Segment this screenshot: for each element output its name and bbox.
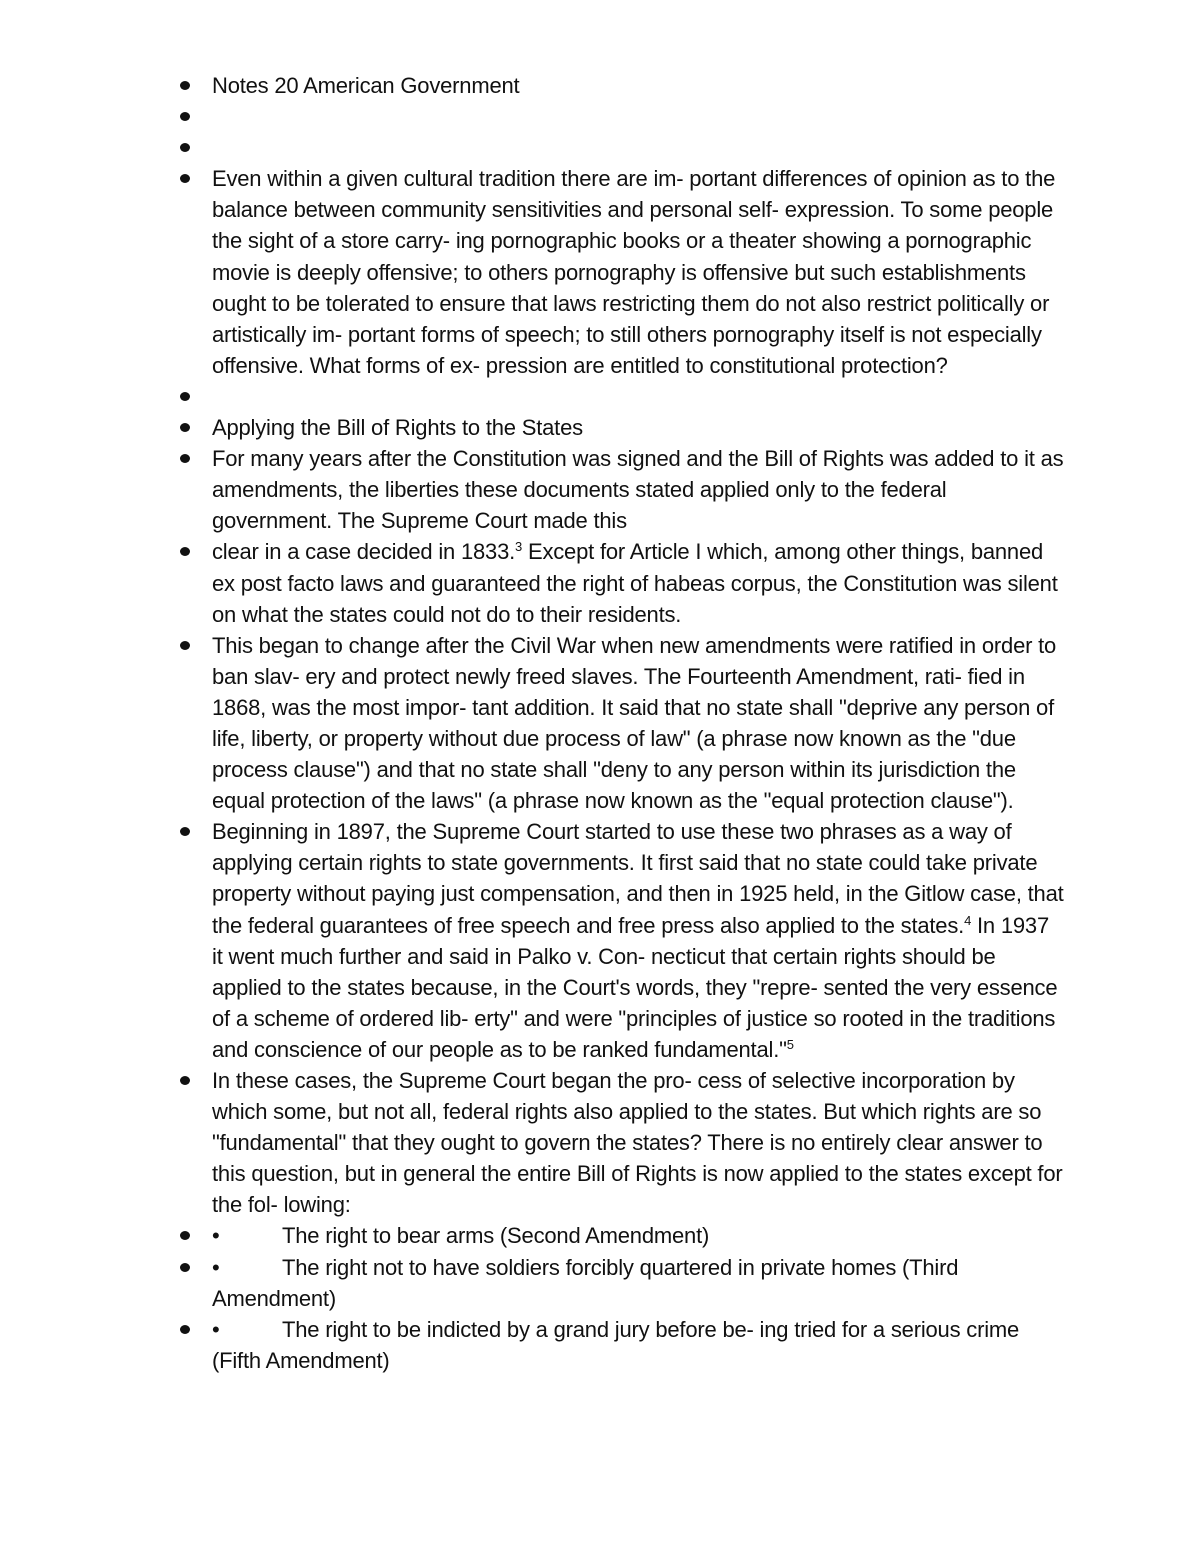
bullet-icon bbox=[180, 81, 190, 90]
bullet-icon bbox=[180, 641, 190, 650]
list-item-paragraph bbox=[175, 163, 1065, 381]
list-item-text: Beginning in 1897, the Supreme Court started to use these two phrases as a way of applying certain rights to state governments. It first said that no state could take private property without paying just compensation, and then in 1925 held, in the Gitlow case, that the federal guarantees of free speech and free press also applied to the states. bbox=[212, 819, 1064, 938]
bullet-icon bbox=[180, 174, 190, 183]
footnote-marker: 4 bbox=[964, 912, 972, 928]
list-item-text: In 1937 it went much further and said in Palko v. Con- necticut that certain rights should be applied to the states because, in the Court's words, they "repre- sented the very essence of a scheme of ordered lib- erty" and were "principles of justice so rooted in the traditions and conscience of our people as to be ranked fundamental." bbox=[212, 912, 1058, 1062]
bullet-icon bbox=[180, 392, 190, 401]
sub-bullet-marker: • bbox=[212, 1254, 220, 1280]
footnote-marker: 5 bbox=[786, 1036, 794, 1052]
list-item-text: The right to bear arms (Second Amendment) bbox=[282, 1223, 710, 1249]
list-item-empty bbox=[175, 101, 1065, 132]
bullet-icon bbox=[180, 1263, 190, 1272]
list-item-title bbox=[175, 70, 1065, 101]
notes-list bbox=[175, 70, 1065, 1376]
sub-bullet-marker: • bbox=[212, 1223, 220, 1249]
sub-bullet-marker: • bbox=[212, 1316, 220, 1342]
list-item-text: clear in a case decided in 1833. bbox=[212, 539, 516, 565]
list-item-paragraph bbox=[175, 1065, 1065, 1220]
list-item-paragraph bbox=[175, 443, 1065, 536]
list-item-subpoint bbox=[175, 1220, 1065, 1251]
bullet-icon bbox=[180, 454, 190, 463]
list-item-text: The right to be indicted by a grand jury before be- ing tried for a serious crime (Fifth Amendment) bbox=[212, 1316, 1020, 1373]
footnote-marker: 3 bbox=[515, 539, 523, 555]
list-item-text: The right not to have soldiers forcibly quartered in private homes (Third Amendment) bbox=[212, 1254, 959, 1311]
list-item-text: In these cases, the Supreme Court began the pro- cess of selective incorporation by which some, but not all, federal rights also applied to the states. But which rights are so "fundamental" that they ought to govern the states? There is no entirely clear answer to this question, but in general the entire Bill of Rights is now applied to the states except for the fol- lowing: bbox=[212, 1068, 1063, 1218]
bullet-icon bbox=[180, 547, 190, 556]
list-item-text: Even within a given cultural tradition there are im- portant differences of opinion as to the balance between community sensitivities and personal self- expression. To some people the sight of a store carry- ing pornographic books or a theater showing a pornographic movie is deeply offensive; to others pornography is offensive but such establishments ought to be tolerated to ensure that laws restricting them do not also restrict politically or artistically im- portant forms of speech; to still others pornography itself is not especially offensive. What forms of ex- pression are entitled to constitutional protection? bbox=[212, 166, 1056, 378]
bullet-icon bbox=[180, 143, 190, 152]
list-item-text: For many years after the Constitution was signed and the Bill of Rights was added to it as amendments, the liberties these documents stated applied only to the federal government. The Supreme Court made this bbox=[212, 446, 1064, 534]
bullet-icon bbox=[180, 1076, 190, 1085]
list-item-empty bbox=[175, 381, 1065, 412]
notes-title: Notes 20 American Government bbox=[212, 73, 520, 98]
list-item-text: This began to change after the Civil War when new amendments were ratified in order to ban slav- ery and protect newly freed slaves. The Fourteenth Amendment, rati- fied in 1868, was the most impor- tant addition. It said that no state shall "deprive any person of life, liberty, or property without due process of law" (a phrase now known as the "due process clause") and that no state shall "deny to any person within its jurisdiction the equal protection of the laws" (a phrase now known as the "equal protection clause"). bbox=[212, 632, 1057, 814]
list-item-subpoint bbox=[175, 1252, 1065, 1314]
list-item-paragraph bbox=[175, 816, 1065, 1065]
list-item-heading bbox=[175, 412, 1065, 443]
list-item-subpoint bbox=[175, 1314, 1065, 1376]
list-item-empty bbox=[175, 132, 1065, 163]
list-item-paragraph bbox=[175, 536, 1065, 629]
bullet-icon bbox=[180, 423, 190, 432]
list-item-text: Except for Article I which, among other things, banned ex post facto laws and guaranteed the right of habeas corpus, the Constitution was silent on what the states could not do to their residents. bbox=[212, 539, 1058, 627]
bullet-icon bbox=[180, 827, 190, 836]
list-item-paragraph bbox=[175, 630, 1065, 817]
bullet-icon bbox=[180, 1231, 190, 1240]
section-heading: Applying the Bill of Rights to the States bbox=[212, 415, 583, 441]
bullet-icon bbox=[180, 112, 190, 121]
bullet-icon bbox=[180, 1325, 190, 1334]
